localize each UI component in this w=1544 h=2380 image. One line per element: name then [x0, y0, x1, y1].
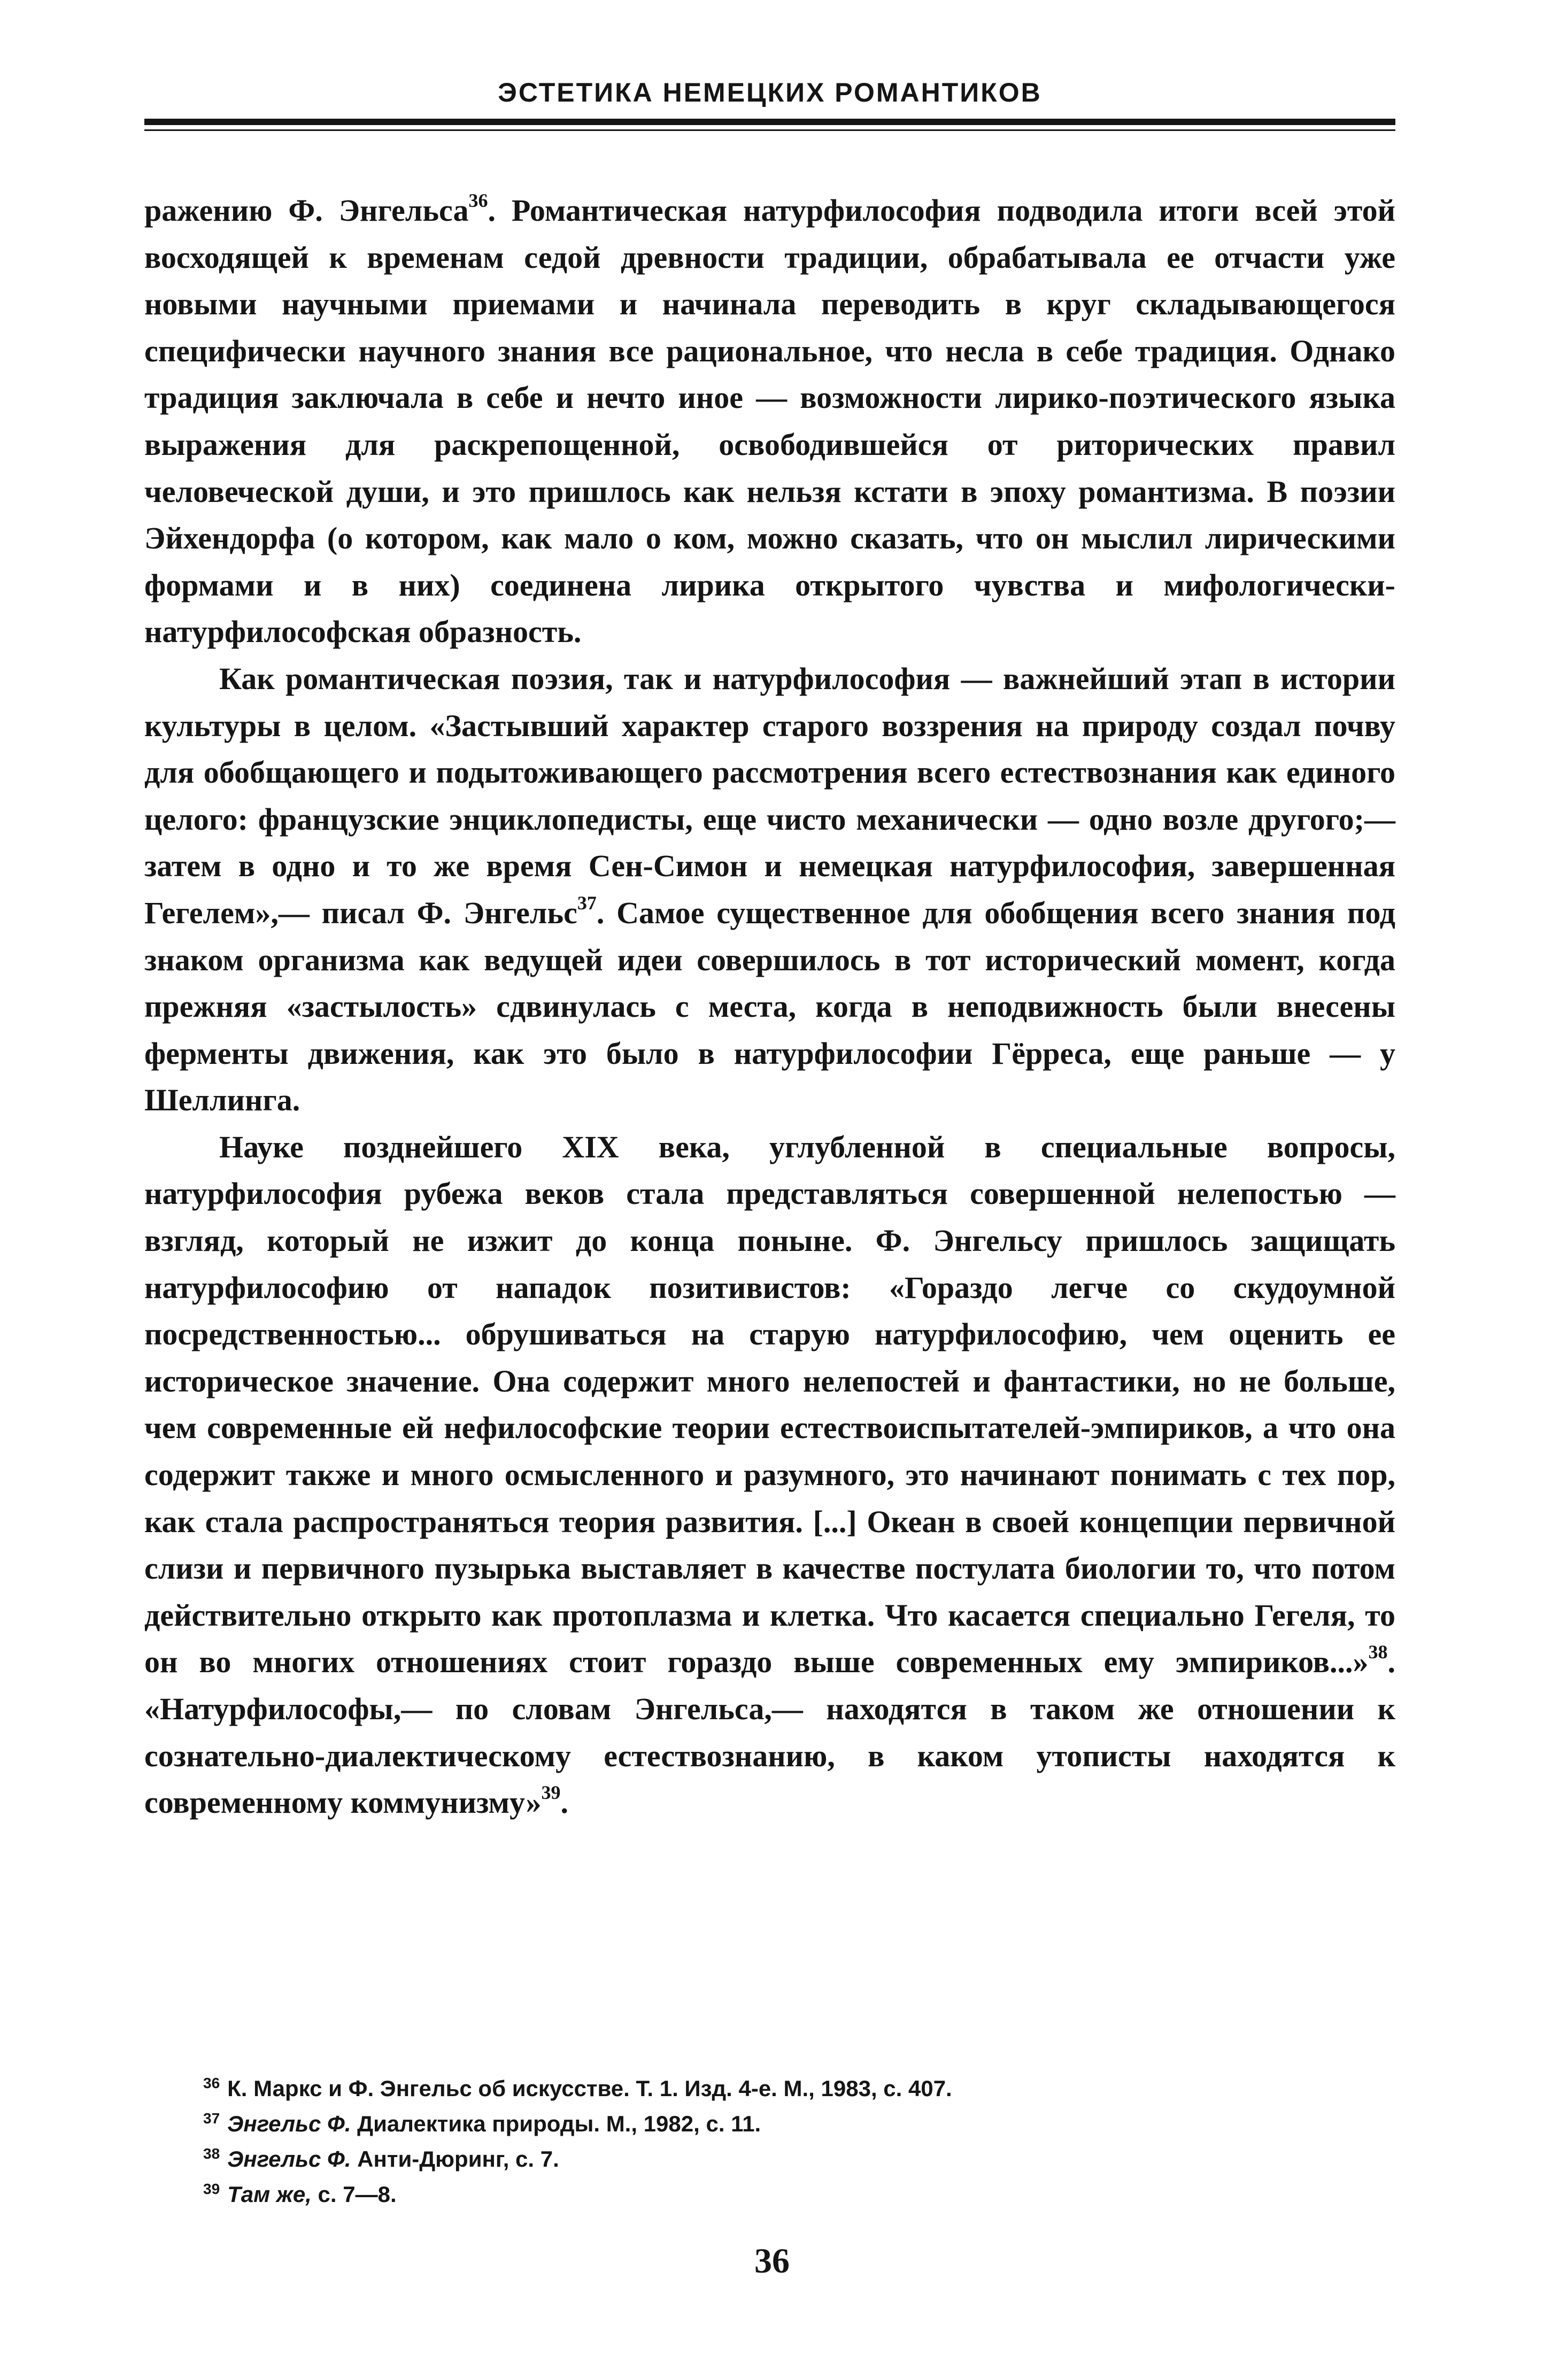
paragraph-text: Как романтическая поэзия, так и натурфилософия — важнейший этап в истории культуры в целом. «Застывший характер старого воззрения на природу создал почву для обобщающего и подытоживающего рассмотрения всего естествознания как единого целого: французские энциклопедисты, еще чисто механически — одно возле другого;— затем в одно и то же время Сен-Симон и немецкая натурфилософия, завершенная Гегелем»,— писал Ф. Энгельс	[144, 661, 1395, 930]
page-number: 36	[754, 2242, 790, 2281]
header-rule-thin	[144, 129, 1395, 131]
body-text	[144, 187, 1395, 1826]
footnote-ref: 37	[577, 892, 597, 914]
running-header: ЭСТЕТИКА НЕМЕЦКИХ РОМАНТИКОВ	[498, 78, 1042, 107]
footnote-37	[203, 2106, 1395, 2142]
paragraph-text: . Романтическая натурфилософия подводила итоги всей этой восходящей к временам седой древности традиции, обрабатывала ее отчасти уже новыми научными приемами и начинала переводить в круг складывающегося специфически научного знания все рациональное, что несла в себе традиция. Однако традиция заключала в себе и нечто иное — возможности лирико-поэтического языка выражения для раскрепощенной, освободившейся от риторических правил человеческой души, и это пришлось как нельзя кстати в эпоху романтизма. В поэзии Эйхендорфа (о котором, как мало о ком, можно сказать, что он мыслил лирическими формами и в них) соединена лирика открытого чувства и мифологически-натурфилософская образность.	[144, 193, 1395, 650]
footnote-number: 39	[203, 2181, 220, 2197]
paragraph-text: .	[560, 1785, 568, 1820]
header-rule-thick	[144, 119, 1395, 125]
footnote-38	[203, 2142, 1395, 2177]
paragraph-1	[144, 187, 1395, 655]
footnote-36	[203, 2071, 1395, 2106]
footnote-author: Там же,	[227, 2182, 312, 2207]
footnote-number: 38	[203, 2145, 220, 2162]
paragraph-text: ражению Ф. Энгельса	[144, 193, 469, 228]
footnote-text: К. Маркс и Ф. Энгельс об искусстве. Т. 1. Изд. 4-е. М., 1983, с. 407.	[227, 2076, 952, 2101]
paragraph-3	[144, 1124, 1395, 1826]
footnote-ref: 39	[541, 1781, 561, 1803]
footnote-39	[203, 2177, 1395, 2212]
footnotes	[203, 2071, 1395, 2212]
paragraph-text: . Самое существенное для обобщения всего знания под знаком организма как ведущей идеи совершилось в тот исторический момент, когда прежняя «застылость» сдвинулась с места, когда в неподвижность были внесены ферменты движения, как это было в натурфилософии Гёрреса, еще раньше — у Шеллинга.	[144, 895, 1395, 1118]
footnote-number: 37	[203, 2110, 220, 2127]
footnote-number: 36	[203, 2075, 220, 2091]
footnote-text: Анти-Дюринг, с. 7.	[351, 2146, 559, 2172]
footnote-author: Энгельс Ф.	[227, 2146, 351, 2172]
footnote-ref: 38	[1368, 1641, 1388, 1663]
footnote-text: с. 7—8.	[311, 2182, 397, 2207]
paragraph-text: Науке позднейшего XIX века, углубленной в специальные вопросы, натурфилософия рубежа веков стала представляться совершенной нелепостью — взгляд, который не изжит до конца поныне. Ф. Энгельсу пришлось защищать натурфилософию от нападок позитивистов: «Гораздо легче со скудоумной посредственностью... обрушиваться на старую натурфилософию, чем оценить ее историческое значение. Она содержит много нелепостей и фантастики, но не больше, чем современные ей нефилософские теории естествоиспытателей-эмпириков, а что она содержит также и много осмысленного и разумного, это начинают понимать с тех пор, как стала распространяться теория развития. [...] Океан в своей концепции первичной слизи и первичного пузырька выставляет в качестве постулата биологии то, что потом действительно открыто как протоплазма и клетка. Что касается специально Гегеля, то он во многих отношениях стоит гораздо выше современных ему эмпириков...»	[144, 1129, 1395, 1680]
footnote-text: Диалектика природы. М., 1982, с. 11.	[351, 2111, 761, 2136]
paragraph-text: . «Натурфилософы,— по словам Энгельса,— находятся в таком же отношении к сознательно-диалектическому естествознанию, в каком утописты находятся к современному коммунизму»	[144, 1644, 1395, 1820]
footnote-author: Энгельс Ф.	[227, 2111, 351, 2136]
footnote-ref: 36	[468, 189, 488, 211]
paragraph-2	[144, 655, 1395, 1124]
